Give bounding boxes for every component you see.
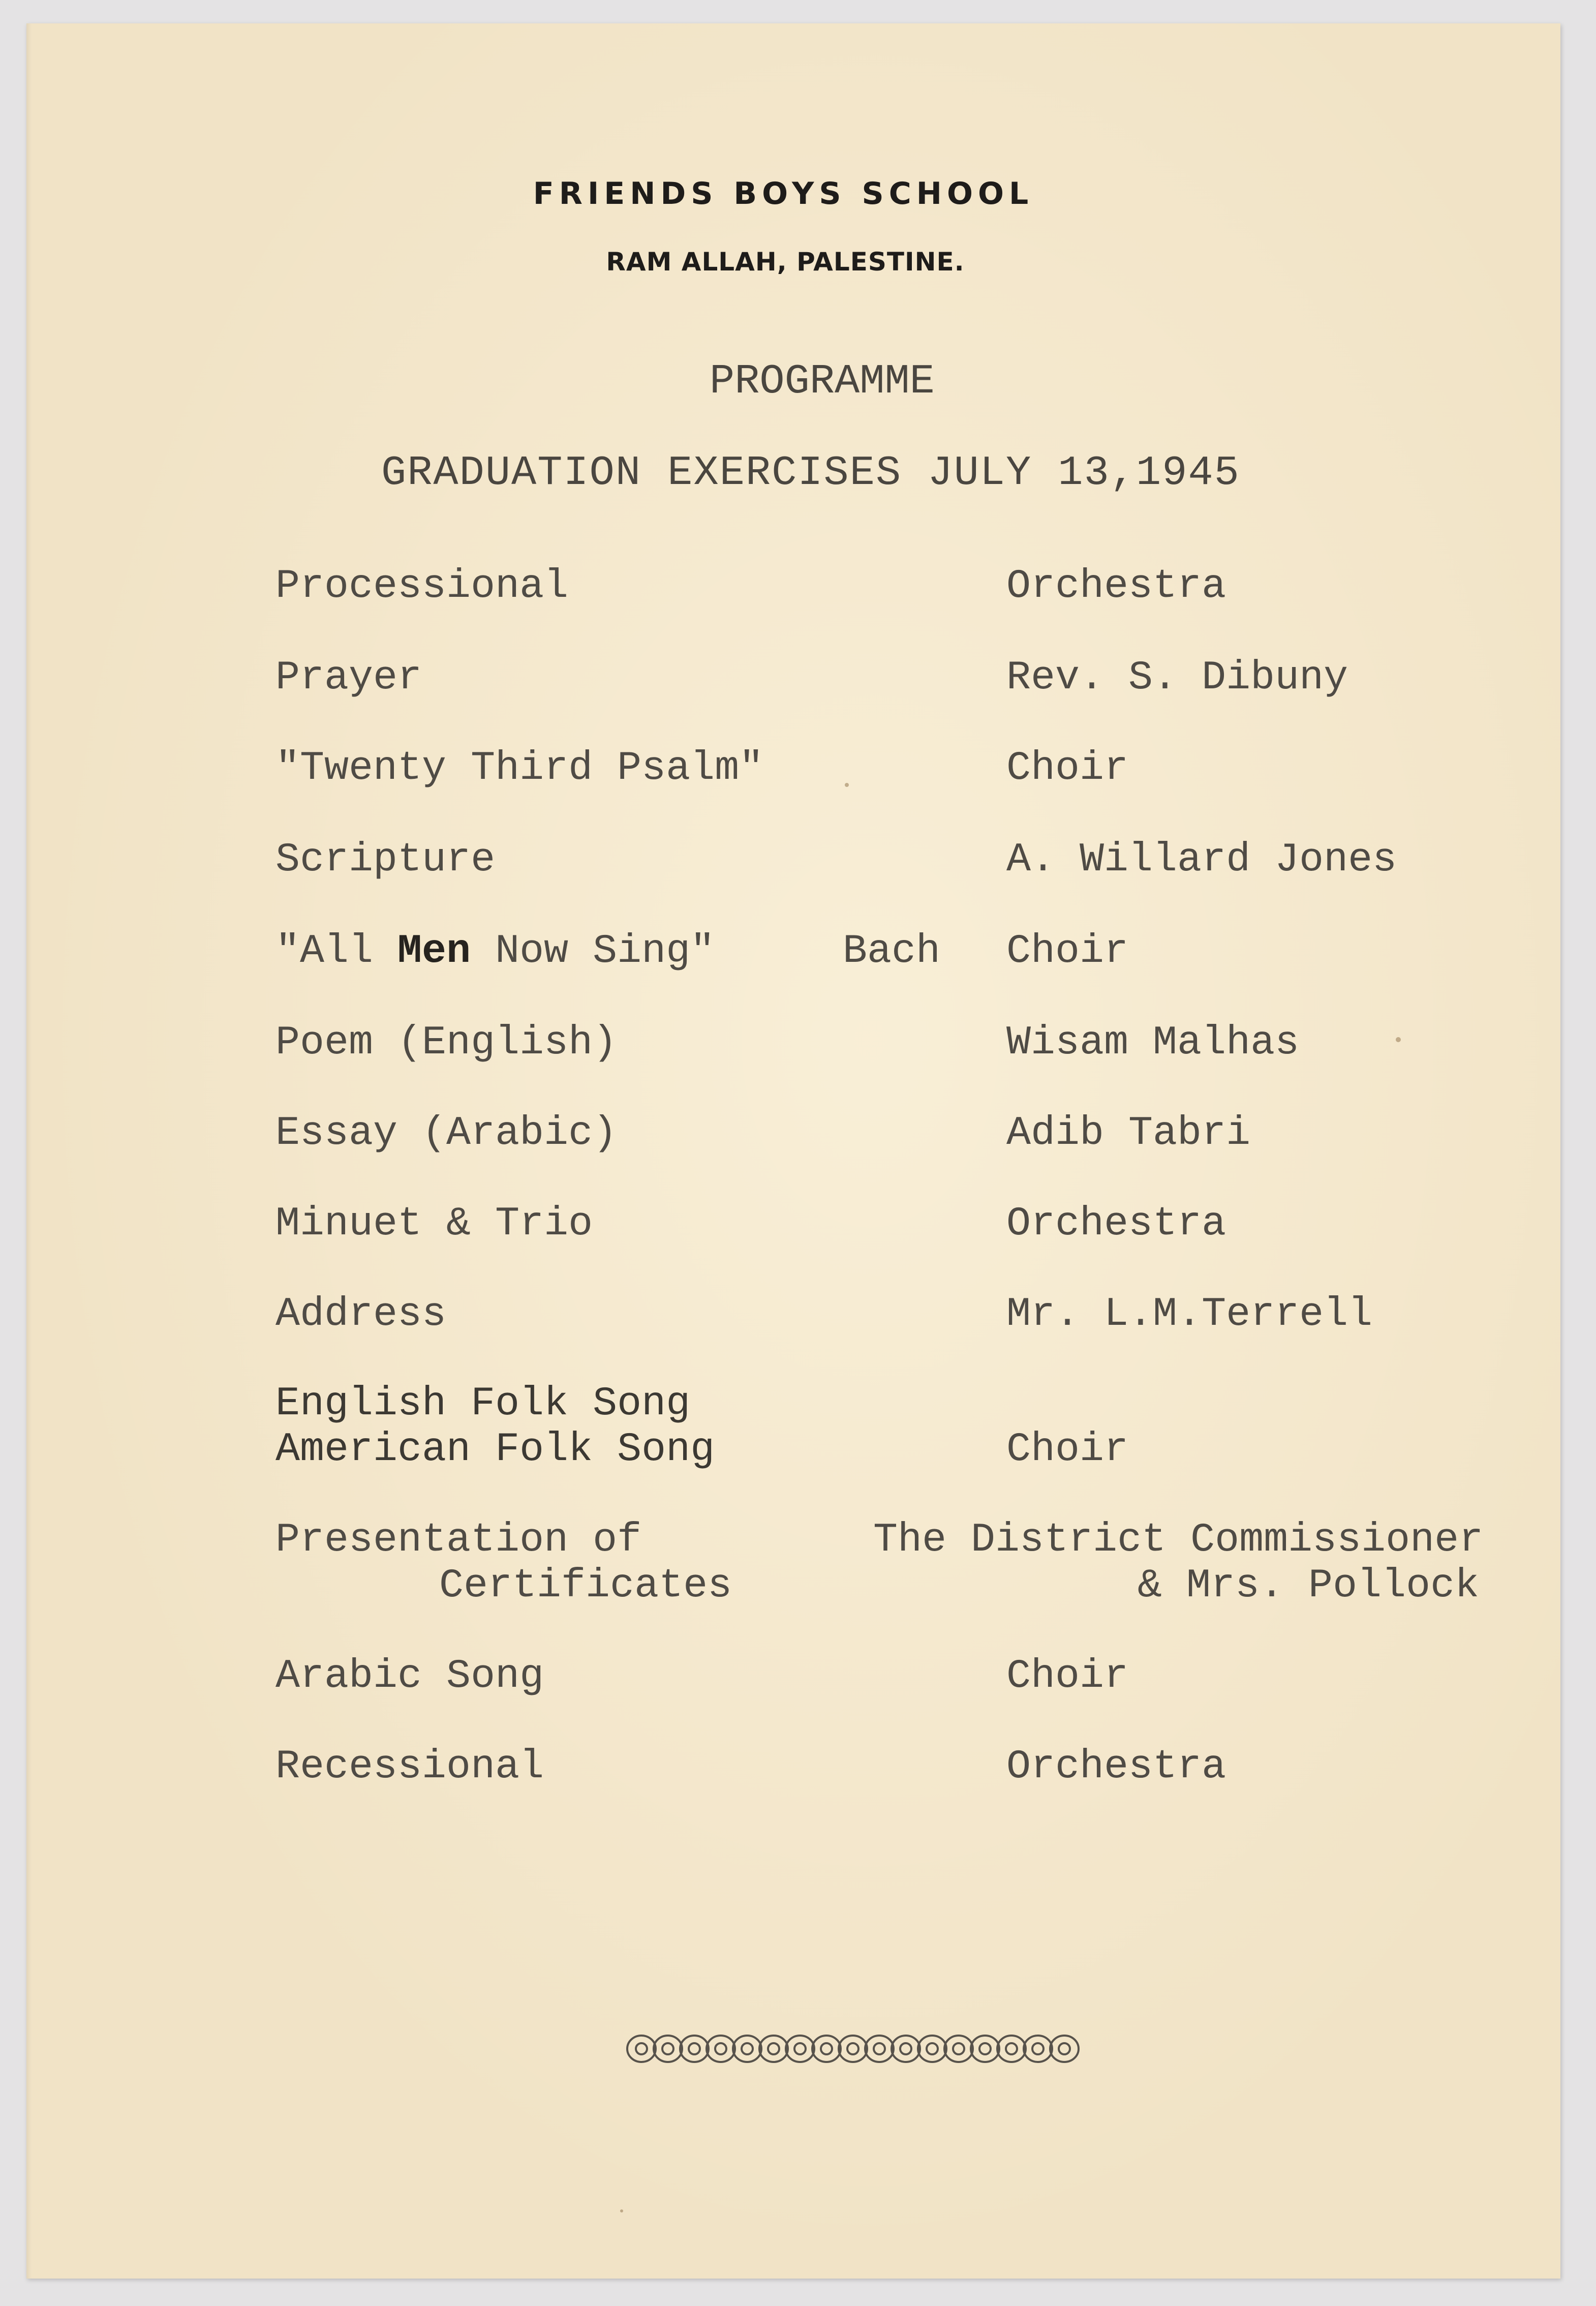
programme-item <box>275 928 715 975</box>
ornament-ring <box>654 2036 682 2062</box>
programme-title: PROGRAMME <box>710 358 935 405</box>
ornament-ring <box>918 2036 946 2062</box>
ornament-ring <box>1024 2036 1052 2062</box>
ornament-ring <box>786 2036 814 2062</box>
programme-sheet <box>26 23 1560 2279</box>
item-text-suffix: Now Sing" <box>471 928 715 975</box>
programme-item: "Twenty Third Psalm" <box>275 745 764 792</box>
occasion-line: GRADUATION EXERCISES JULY 13,1945 <box>381 449 1240 497</box>
programme-performer: Orchestra <box>1006 1201 1226 1247</box>
ornament-ring <box>627 2036 656 2062</box>
ornament-swirl <box>927 2043 938 2054</box>
item-text-bold: Men <box>397 928 471 975</box>
ornament-ring <box>680 2036 709 2062</box>
ornament-swirl <box>742 2043 753 2054</box>
school-location: RAM ALLAH, PALESTINE. <box>606 247 965 277</box>
ornament-ring <box>839 2036 867 2062</box>
ornament-swirl <box>662 2043 673 2054</box>
ornament-swirl <box>979 2043 991 2054</box>
programme-performer: Rev. S. Dibuny <box>1006 655 1348 701</box>
ornament-ring <box>865 2036 894 2062</box>
ornament-swirl <box>794 2043 806 2054</box>
programme-item: Essay (Arabic) <box>275 1110 618 1157</box>
programme-item-line2: Certificates <box>439 1563 732 1609</box>
item-text-prefix: "All <box>275 928 398 975</box>
programme-performer: Orchestra <box>1006 563 1226 610</box>
ornament-ring <box>892 2036 920 2062</box>
ornament-ring <box>759 2036 788 2062</box>
ornament-divider <box>626 2028 1084 2069</box>
programme-performer: Choir <box>1006 1427 1129 1473</box>
ornament-ring <box>944 2036 973 2062</box>
programme-item-line2: American Folk Song <box>275 1427 715 1473</box>
programme-item: English Folk Song <box>275 1381 691 1427</box>
ornament-swirl <box>953 2043 964 2054</box>
programme-performer: A. Willard Jones <box>1006 837 1397 883</box>
programme-performer: Choir <box>1006 1653 1129 1700</box>
programme-item: Presentation of <box>275 1517 642 1563</box>
ornament-swirl <box>1032 2043 1043 2054</box>
paper-speck <box>845 783 849 787</box>
ornament-swirl <box>900 2043 911 2054</box>
programme-performer: Wisam Malhas <box>1006 1020 1300 1066</box>
paper-shadow-edge <box>26 23 32 2279</box>
programme-item: Scripture <box>275 837 496 883</box>
programme-item: Prayer <box>275 655 422 701</box>
programme-performer: Adib Tabri <box>1006 1110 1251 1157</box>
programme-performer: The District Commissioner <box>873 1517 1484 1563</box>
ornament-swirl <box>1059 2043 1070 2054</box>
ornament-ring <box>812 2036 841 2062</box>
programme-performer: Orchestra <box>1006 1744 1226 1790</box>
ornament-swirl <box>689 2043 700 2054</box>
programme-item: Recessional <box>275 1744 544 1790</box>
ornament-swirl <box>715 2043 726 2054</box>
ornament-ring <box>971 2036 999 2062</box>
programme-performer-line2: & Mrs. Pollock <box>1138 1563 1480 1609</box>
ornament-swirl <box>874 2043 885 2054</box>
ornament-ring <box>1050 2036 1079 2062</box>
programme-item: Address <box>275 1291 447 1338</box>
programme-item: Poem (English) <box>275 1020 618 1066</box>
ornament-ring <box>997 2036 1026 2062</box>
ornament-ring <box>707 2036 735 2062</box>
school-name: FRIENDS BOYS SCHOOL <box>533 176 1034 211</box>
ornament-swirl <box>847 2043 858 2054</box>
ornament-swirl <box>1006 2043 1017 2054</box>
programme-item: Processional <box>275 563 569 610</box>
programme-item: Minuet & Trio <box>275 1201 593 1247</box>
ornament-swirl <box>821 2043 832 2054</box>
paper-speck <box>1396 1037 1401 1042</box>
ornament-swirl <box>768 2043 779 2054</box>
ornament-ring <box>733 2036 761 2062</box>
composer-name: Bach <box>843 928 941 975</box>
programme-item: Arabic Song <box>275 1653 544 1700</box>
paper-speck <box>620 2209 623 2212</box>
programme-performer: Choir <box>1006 745 1129 792</box>
programme-performer: Choir <box>1006 928 1129 975</box>
programme-performer: Mr. L.M.Terrell <box>1006 1291 1373 1338</box>
ornament-swirl <box>636 2043 647 2054</box>
